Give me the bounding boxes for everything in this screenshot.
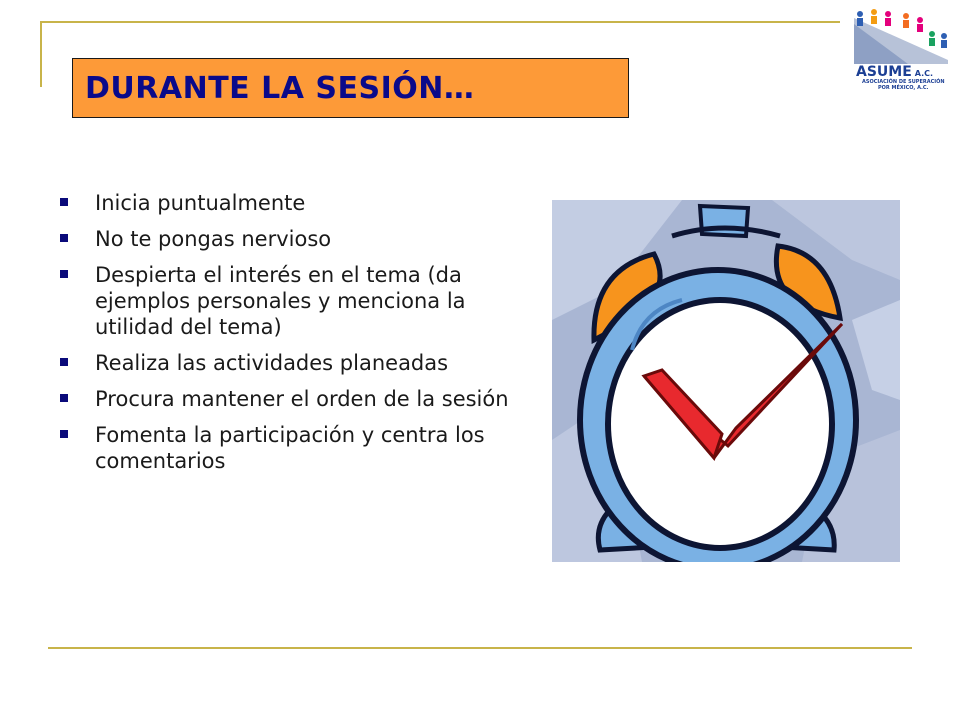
bullet-marker-icon [60,430,68,438]
svg-text:ASUMEA.C. [856,64,933,80]
frame-top-line [40,21,840,23]
slide-title: DURANTE LA SESIÓN… [85,70,475,106]
title-box [72,58,629,118]
list-item [60,386,530,412]
alarm-clock-checkmark-icon [552,200,900,562]
logo-name: ASUME [856,64,912,80]
bullet-text: Despierta el interés en el tema (da ejemplos personales y menciona la utilidad del tema) [95,263,466,339]
bullet-marker-icon [60,198,68,206]
bullet-marker-icon [60,394,68,402]
list-item [60,262,530,340]
frame-left-line [40,21,42,87]
bullet-text: Fomenta la participación y centra los comentarios [95,423,485,473]
logo-suffix: A.C. [914,69,934,78]
bullet-marker-icon [60,234,68,242]
bullet-text: Inicia puntualmente [95,191,306,215]
list-item [60,190,530,216]
bullet-marker-icon [60,358,68,366]
bullet-text: Realiza las actividades planeadas [95,351,449,375]
list-item [60,226,530,252]
bullet-text: No te pongas nervioso [95,227,332,251]
frame-bottom-line [48,647,912,649]
list-item [60,422,530,474]
logo-line-1: ASOCIACIÓN DE SUPERACIÓN [862,79,945,85]
asume-logo [848,4,954,92]
list-item [60,350,530,376]
bullet-text: Procura mantener el orden de la sesión [95,387,509,411]
bullet-marker-icon [60,270,68,278]
logo-line-2: POR MÉXICO, A.C. [878,85,929,91]
bullet-list [60,190,530,484]
